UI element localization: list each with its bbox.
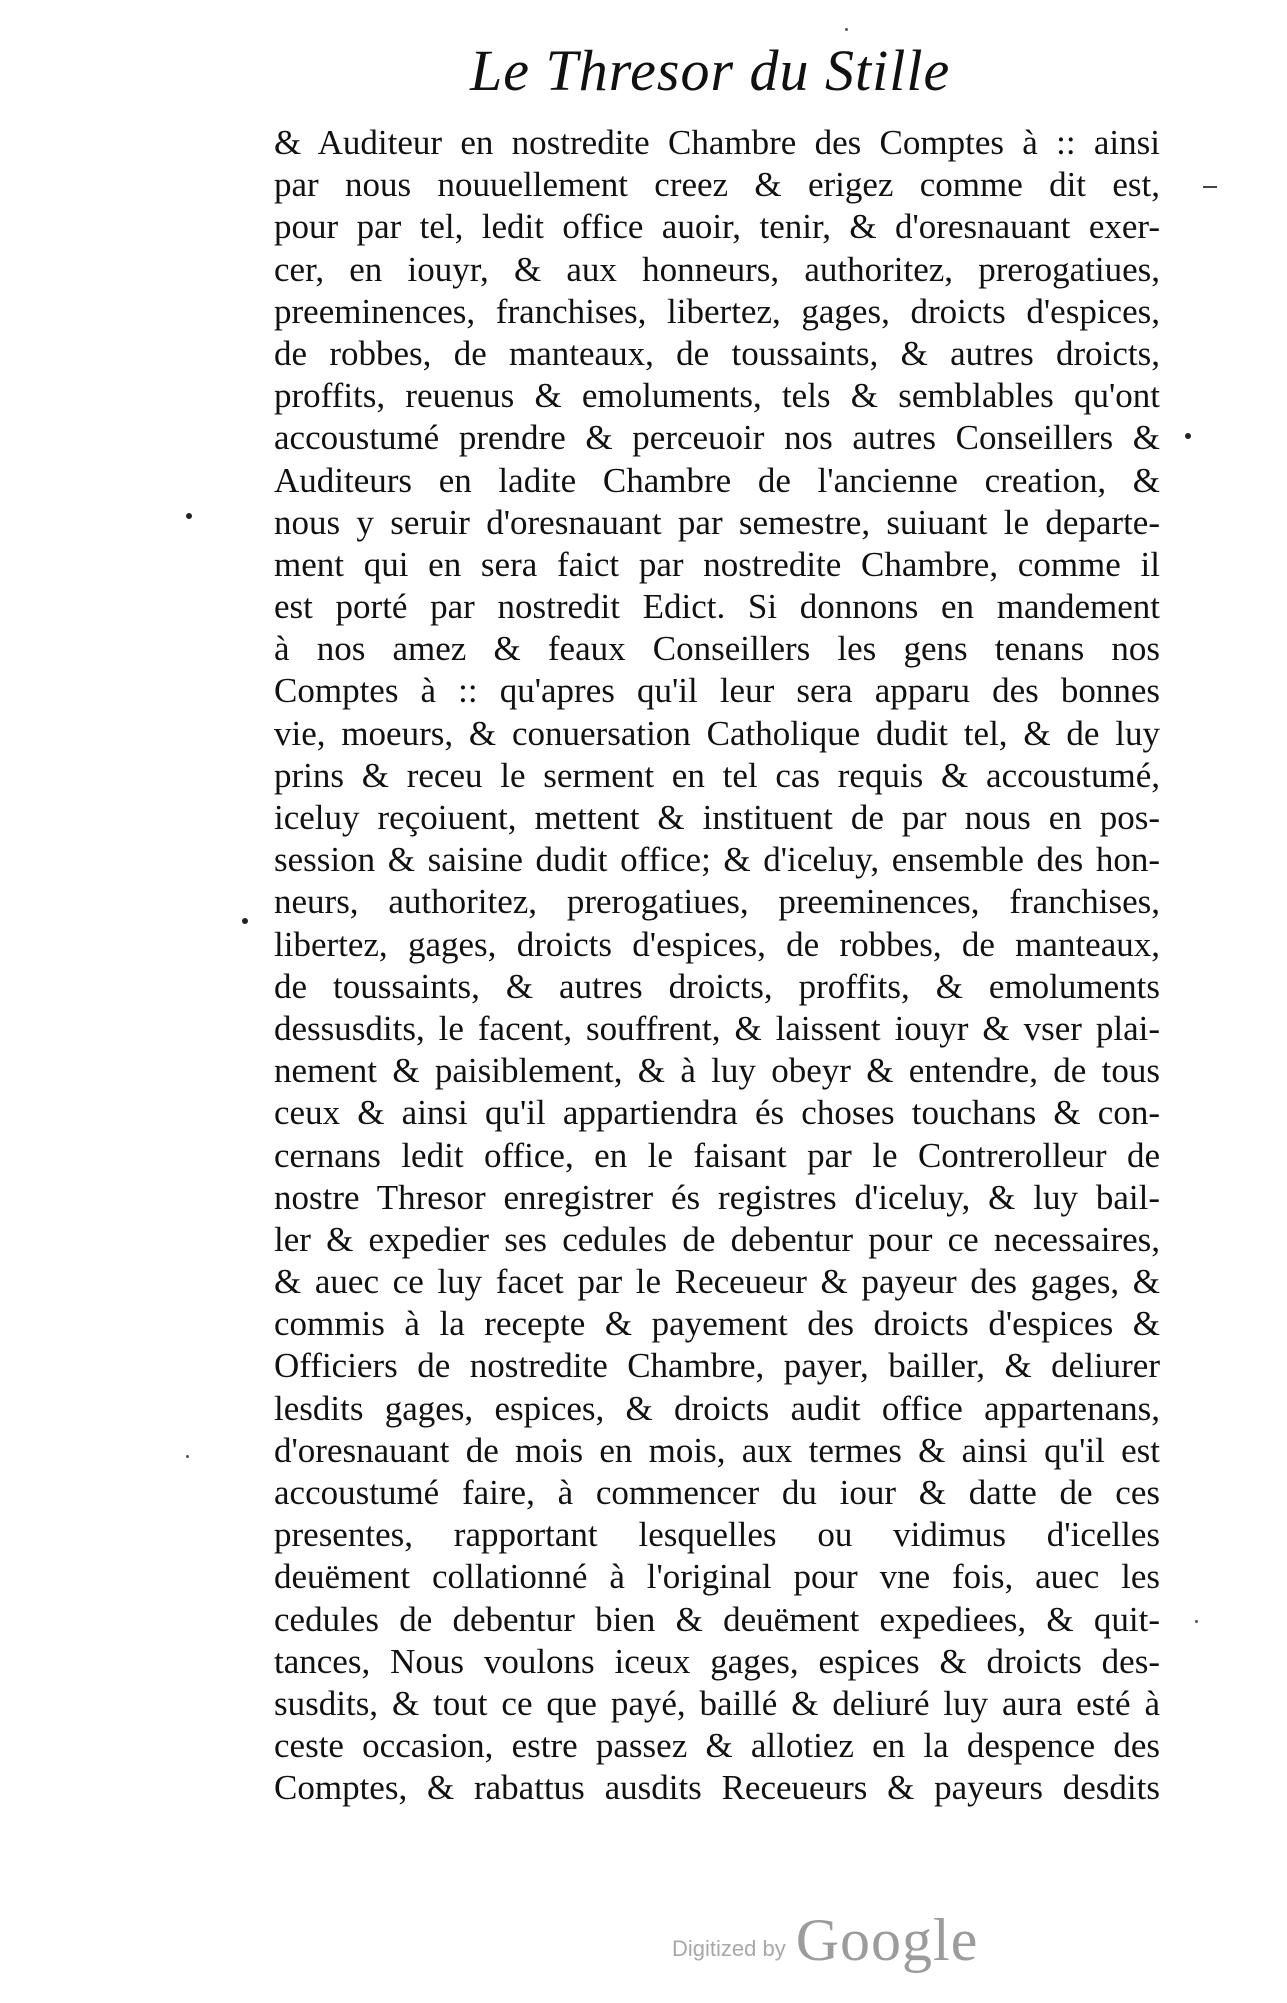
text-line: cernans ledit office, en le faisant par le Contrerolleur de (274, 1135, 1160, 1175)
text-line: par nous nouuellement creez & erigez comme dit est, (274, 165, 1160, 205)
text-line: cedules de debentur bien & deuëment expediees, & quit- (274, 1599, 1160, 1639)
text-line: iceluy reçoiuent, mettent & instituent de par nous en pos- (274, 798, 1160, 837)
running-head: Le Thresor du Stille (470, 38, 951, 103)
text-line: ler & expedier ses cedules de debentur pour ce necessaires, (274, 1219, 1160, 1259)
text-line: ceux & ainsi qu'il appartiendra és choses touchans & con- (274, 1093, 1160, 1133)
text-line: cer, en iouyr, & aux honneurs, authoritez, prerogatiues, (274, 249, 1160, 289)
text-line: Comptes, & rabattus ausdits Receueurs & payeurs desdits (274, 1768, 1160, 1808)
ink-speck (186, 513, 192, 519)
text-line: commis à la recepte & payement des droicts d'espices & (274, 1304, 1160, 1344)
google-logo: Google (795, 1907, 979, 1973)
body-text (274, 122, 1160, 1810)
ink-speck (1185, 433, 1191, 439)
text-line: nous y seruir d'oresnauant par semestre, suiuant le departe- (274, 502, 1160, 542)
ink-speck (845, 28, 848, 31)
ink-dash (1203, 186, 1217, 188)
watermark-prefix: Digitized by (672, 1936, 786, 1961)
text-line: tances, Nous voulons iceux gages, espices & droicts des- (274, 1641, 1160, 1681)
text-line: accoustumé prendre & perceuoir nos autres Conseillers & (274, 418, 1160, 458)
ink-speck (1195, 1620, 1198, 1623)
text-line: nement & paisiblement, & à luy obeyr & entendre, de tous (274, 1051, 1160, 1091)
text-line: prins & receu le serment en tel cas requis & accoustumé, (274, 755, 1160, 795)
text-line: deuëment collationné à l'original pour vne fois, auec les (274, 1557, 1160, 1597)
text-line: presentes, rapportant lesquelles ou vidimus d'icelles (274, 1515, 1160, 1555)
text-line: vie, moeurs, & conuersation Catholique dudit tel, & de luy (274, 713, 1160, 753)
text-line: ceste occasion, estre passez & allotiez en la despence des (274, 1726, 1160, 1766)
text-line: Auditeurs en ladite Chambre de l'ancienne creation, & (274, 460, 1160, 500)
text-line: susdits, & tout ce que payé, baillé & deliuré luy aura esté à (274, 1683, 1160, 1723)
text-line: libertez, gages, droicts d'espices, de robbes, de manteaux, (274, 924, 1160, 964)
text-line: Officiers de nostredite Chambre, payer, bailler, & deliurer (274, 1346, 1160, 1386)
ink-speck (242, 918, 248, 924)
text-line: nostre Thresor enregistrer és registres d'iceluy, & luy bail- (274, 1177, 1160, 1217)
text-line: neurs, authoritez, prerogatiues, preeminences, franchises, (274, 882, 1160, 922)
text-line: preeminences, franchises, libertez, gages, droicts d'espices, (274, 291, 1160, 331)
text-line: dessusdits, le facent, souffrent, & laissent iouyr & vser plai- (274, 1008, 1160, 1048)
text-line: proffits, reuenus & emoluments, tels & semblables qu'ont (274, 376, 1160, 416)
text-line: lesdits gages, espices, & droicts audit office appartenans, (274, 1388, 1160, 1428)
text-line: Comptes à :: qu'apres qu'il leur sera apparu des bonnes (274, 671, 1160, 711)
text-line: session & saisine dudit office; & d'iceluy, ensemble des hon- (274, 840, 1160, 880)
text-line: de robbes, de manteaux, de toussaints, & autres droicts, (274, 333, 1160, 373)
text-line: ment qui en sera faict par nostredite Chambre, comme il (274, 544, 1160, 584)
text-line: & auec ce luy facet par le Receueur & payeur des gages, & (274, 1262, 1160, 1302)
text-line: accoustumé faire, à commencer du iour & datte de ces (274, 1473, 1160, 1512)
text-line: d'oresnauant de mois en mois, aux termes & ainsi qu'il est (274, 1430, 1160, 1470)
ink-speck (186, 1455, 189, 1458)
text-line: & Auditeur en nostredite Chambre des Comptes à :: ainsi (274, 123, 1160, 162)
text-line: est porté par nostredit Edict. Si donnons en mandement (274, 587, 1160, 627)
digitized-watermark (672, 1900, 979, 1973)
text-line: à nos amez & feaux Conseillers les gens tenans nos (274, 629, 1160, 669)
text-line: de toussaints, & autres droicts, proffits, & emoluments (274, 966, 1160, 1006)
text-line: pour par tel, ledit office auoir, tenir, & d'oresnauant exer- (274, 207, 1160, 247)
